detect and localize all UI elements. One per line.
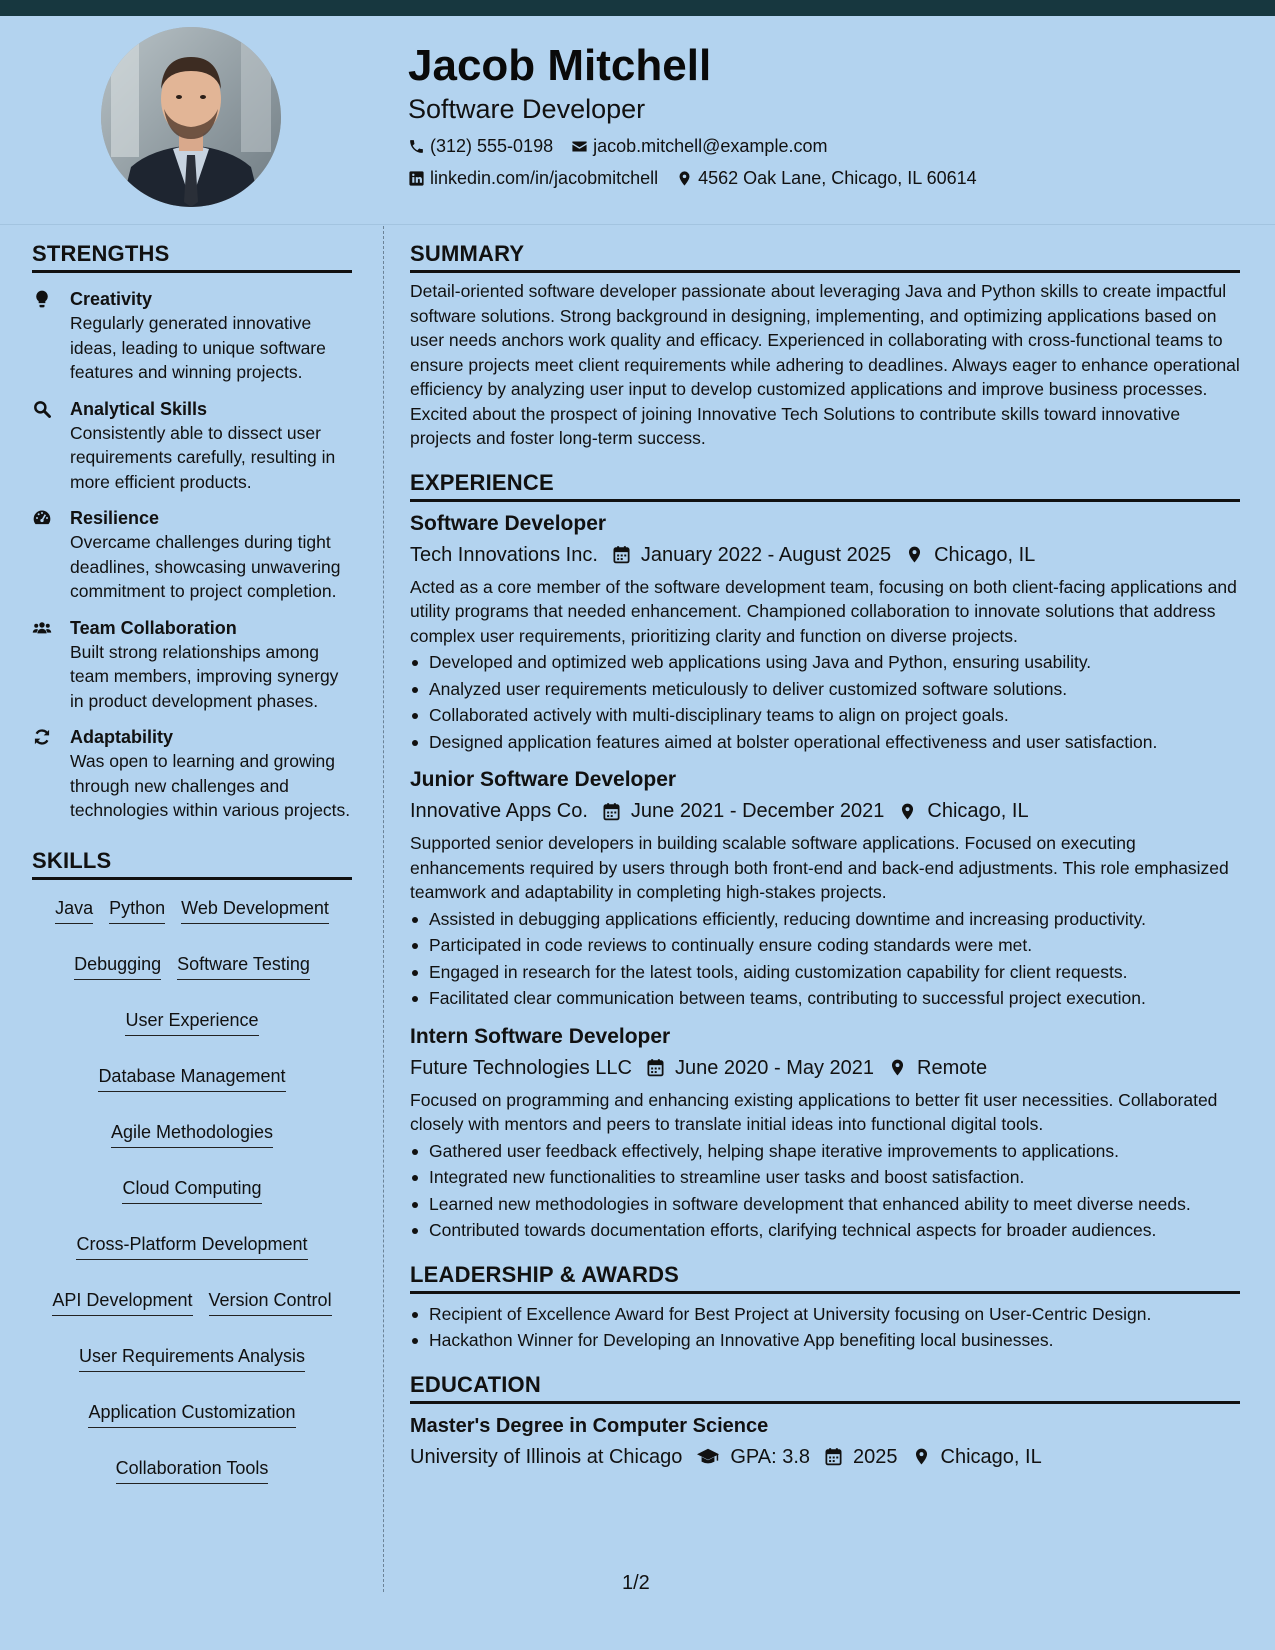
job-description: Focused on programming and enhancing existing applications to better fit user necessities. Collaborated closely with mentors and peers to translate initial ideas into functional digital tools. [410,1089,1218,1134]
bullet-item: Contributed towards documentation efforts, clarifying technical aspects for broader audiences. [410,1218,1240,1243]
job-meta [410,797,1240,825]
header-divider [0,224,1275,225]
job-meta [410,1054,1240,1082]
contact-address [676,166,977,190]
sync-icon [32,727,52,747]
bullet-item: Analyzed user requirements meticulously to deliver customized software solutions. [410,677,1240,702]
linkedin-text: linkedin.com/in/jacobmitchell [430,168,659,188]
job-location: Chicago, IL [927,800,1029,822]
strength-description: Was open to learning and growing through new challenges and technologies within various projects. [70,751,351,820]
contact-row-2 [408,166,1228,190]
skill-tag: Cloud Computing [122,1176,261,1204]
strengths-heading: STRENGTHS [32,238,352,273]
bullet-item: Integrated new functionalities to streamline user tasks and boost satisfaction. [410,1165,1240,1190]
job-dates: January 2022 - August 2025 [640,543,892,566]
job-entry [410,766,1240,1011]
bullet-item: Participated in code reviews to continually ensure coding standards were met. [410,933,1240,958]
bullet-item: Gathered user feedback effectively, helping shape iterative improvements to applications. [410,1139,1240,1164]
strength-description: Consistently able to dissect user requirements carefully, resulting in more efficient products. [70,422,336,492]
linkedin-icon [408,170,425,187]
envelope-icon [571,138,588,155]
candidate-name: Jacob Mitchell [408,41,712,90]
calendar-icon [646,1058,665,1077]
job-dates: June 2021 - December 2021 [630,800,885,822]
strength-item [32,506,352,604]
strength-description: Regularly generated innovative ideas, leading to unique software features and winning projects. [70,313,326,382]
award-item: Hackathon Winner for Developing an Innovative App benefiting local businesses. [410,1328,1240,1353]
skill-tag: Database Management [98,1064,285,1092]
phone-text: (312) 555-0198 [430,136,554,156]
job-location: Remote [917,1056,988,1079]
experience-heading: EXPERIENCE [410,467,1240,502]
summary-heading: SUMMARY [410,238,1240,273]
column-divider [383,226,384,1592]
skill-tag: API Development [52,1288,192,1316]
award-item: Recipient of Excellence Award for Best Project at University focusing on User-Centric Design. [410,1302,1240,1327]
job-dates: June 2020 - May 2021 [675,1056,875,1079]
skills-heading: SKILLS [32,845,352,880]
job-location: Chicago, IL [934,543,1036,566]
job-company: Innovative Apps Co. [410,800,588,822]
top-accent-bar [0,0,1275,16]
strength-title: Analytical Skills [70,398,208,419]
job-meta [410,541,1240,569]
skill-tag: User Experience [125,1008,258,1036]
summary-text: Detail-oriented software developer passionate about leveraging Java and Python skills to create impactful software solutions. Strong background in designing, implementing, and optimizing applications based on user needs anchors work quality and efficacy. Experienced in collaborating with cross-functional teams to ensure projects meet client requirements while adhering to deadlines. Always eager to enhance operational efficiency by analyzing user input to develop customized applications and improve business processes. Excited about the prospect of joining Innovative Tech Solutions to contribute skills toward innovative projects and foster long-term success. [410,281,1240,448]
awards-heading: LEADERSHIP & AWARDS [410,1259,1240,1294]
skills-list [32,896,352,1484]
job-description: Acted as a core member of the software development team, focusing on both client-facing applications and utility programs that needed enhancement. Championed collaboration to innovate solutions that address complex user requirements, prioritizing clarity and function on diverse projects. [410,576,1237,646]
skill-tag: User Requirements Analysis [79,1344,305,1372]
summary-section [410,238,1240,451]
skill-tag: Agile Methodologies [111,1120,273,1148]
map-pin-icon [912,1447,931,1466]
job-entry [410,510,1240,755]
strength-title: Adaptability [70,727,174,747]
skill-tag: Application Customization [88,1400,295,1428]
strength-title: Team Collaboration [70,617,237,638]
awards-list [410,1302,1240,1353]
email-text: jacob.mitchell@example.com [593,136,828,156]
education-location: Chicago, IL [940,1445,1042,1468]
contact-email[interactable] [571,134,827,158]
strength-description: Built strong relationships among team members, improving synergy in product development phases. [70,641,339,711]
bullet-item: Developed and optimized web applications using Java and Python, ensuring usability. [410,650,1240,675]
calendar-icon [612,545,631,564]
job-title: Junior Software Developer [410,768,677,791]
avatar [101,27,281,207]
strength-item [32,397,352,495]
education-meta [410,1443,1240,1471]
job-description: Supported senior developers in building scalable software applications. Focused on executing enhancements required by users through both front-end and back-end adjustments. This role emphasized teamwork and adaptability in completing high-stakes projects. [410,833,1229,902]
job-entry [410,1023,1240,1243]
job-company: Future Technologies LLC [410,1056,632,1079]
strength-item [32,725,352,823]
gauge-icon [32,508,52,528]
candidate-role: Software Developer [408,94,646,124]
graduation-cap-icon [696,1446,720,1468]
education-section [410,1369,1240,1471]
users-icon [32,618,52,638]
skill-tag: Software Testing [177,952,310,980]
bullet-item: Engaged in research for the latest tools, aiding customization capability for client requests. [410,960,1240,985]
bullet-item: Collaborated actively with multi-disciplinary teams to align on project goals. [410,703,1240,728]
page-number: 1/2 [622,1572,650,1594]
map-pin-icon [898,802,917,821]
job-title: Intern Software Developer [410,1024,671,1048]
calendar-icon [602,802,621,821]
bullet-item: Assisted in debugging applications efficiently, reducing downtime and increasing productivity. [410,907,1240,932]
strength-title: Creativity [70,289,153,309]
skill-tag: Cross-Platform Development [76,1232,307,1260]
bullet-item: Facilitated clear communication between teams, contributing to successful project execution. [410,986,1240,1011]
contact-row-1 [408,134,1228,158]
skill-tag: Version Control [209,1288,332,1316]
profile-photo [101,27,281,207]
school-name: University of Illinois at Chicago [410,1445,683,1468]
strength-item [32,616,352,714]
phone-icon [408,138,425,155]
education-heading: EDUCATION [410,1369,1240,1404]
map-pin-icon [905,545,924,564]
skill-tag: Debugging [74,952,161,980]
job-title: Software Developer [410,511,607,535]
bullet-item: Learned new methodologies in software development that enhanced ability to meet diverse needs. [410,1192,1240,1217]
bullet-item: Designed application features aimed at bolster operational effectiveness and user satisfaction. [410,730,1240,755]
strength-title: Resilience [70,508,160,528]
skill-tag: Web Development [181,896,329,924]
job-company: Tech Innovations Inc. [410,543,598,566]
job-bullets [410,1139,1240,1243]
magnifier-icon [32,399,52,419]
calendar-icon [824,1447,843,1466]
experience-section [410,467,1240,1243]
left-column [32,238,352,1484]
strength-description: Overcame challenges during tight deadlines, showcasing unwavering commitment to project completion. [70,532,341,601]
resume-header [408,40,1228,190]
skill-tag: Collaboration Tools [116,1456,269,1484]
gpa-text: GPA: 3.8 [730,1445,811,1468]
lightbulb-icon [32,289,52,309]
address-text: 4562 Oak Lane, Chicago, IL 60614 [698,168,977,188]
map-pin-icon [676,170,693,187]
graduation-year: 2025 [853,1445,898,1468]
right-column [410,238,1240,1471]
job-bullets [410,907,1240,1011]
skill-tag: Java [55,896,93,924]
map-pin-icon [888,1058,907,1077]
skill-tag: Python [109,896,165,924]
job-bullets [410,650,1240,754]
contact-linkedin[interactable] [408,166,658,190]
awards-section [410,1259,1240,1353]
degree-title: Master's Degree in Computer Science [410,1414,769,1437]
contact-phone [408,134,553,158]
strength-item [32,287,352,385]
